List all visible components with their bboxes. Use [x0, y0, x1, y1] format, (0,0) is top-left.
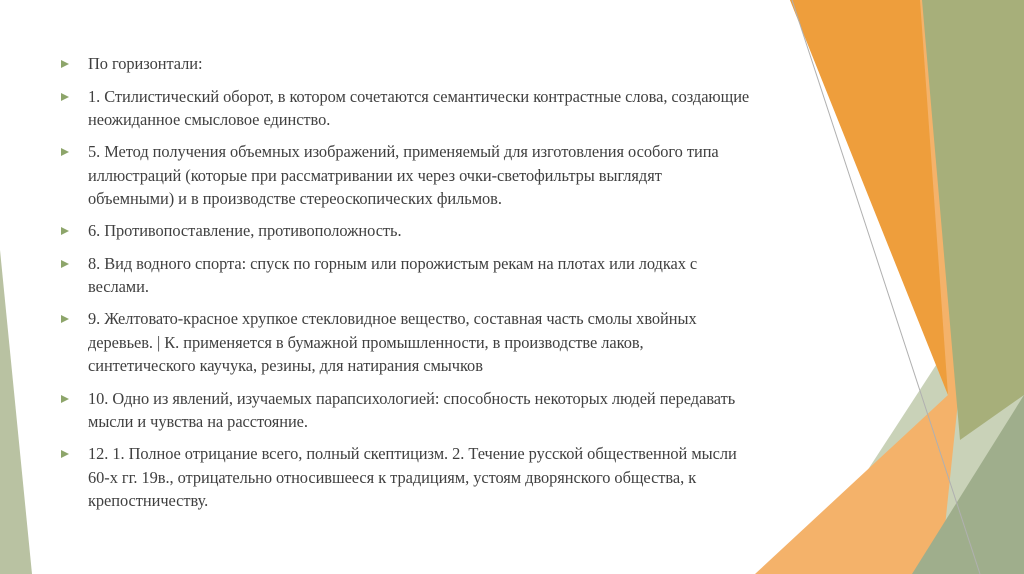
triangle-bullet-icon	[60, 219, 88, 243]
list-item	[60, 52, 860, 76]
triangle-bullet-icon	[60, 442, 88, 466]
list-item	[60, 85, 860, 132]
list-item-text: 1. Стилистический оборот, в котором сочетаются семантически контрастные слова, создающие неожиданное смысловое единство.	[88, 86, 750, 130]
triangle-bullet-icon	[60, 85, 88, 109]
triangle-bullet-icon	[60, 52, 88, 76]
list-item-text: 5. Метод получения объемных изображений, применяемый для изготовления особого типа иллюстраций (которые при рассматривании их через очки-светофильтры выглядят объемными) и в производстве стереоскопических фильмов.	[88, 142, 719, 209]
list-item	[60, 307, 860, 378]
left-sage-strip	[0, 250, 32, 574]
triangle-bullet-icon	[60, 252, 88, 276]
list-item-text: 10. Одно из явлений, изучаемых парапсихологией: способность некоторых людей передавать мысли и чувства на расстояние.	[88, 388, 736, 432]
list-item-text: По горизонтали:	[88, 54, 203, 73]
list-item	[60, 219, 860, 243]
list-item-text: 6. Противопоставление, противоположность.	[88, 221, 402, 241]
triangle-bullet-icon	[60, 140, 88, 164]
list-item-text: 12. 1. Полное отрицание всего, полный скептицизм. 2. Течение русской общественной мысли 60-х гг. 19в., отрицательно относившееся к традициям, устоям дворянского общества, к крепостничеству.	[88, 444, 737, 511]
list-item	[60, 387, 860, 434]
list-item-text: 8. Вид водного спорта: спуск по горным или порожистым рекам на плотах или лодках с веслами.	[88, 253, 698, 297]
list-item	[60, 442, 860, 513]
triangle-bullet-icon	[60, 387, 88, 411]
list-item	[60, 140, 860, 211]
bullet-list	[60, 52, 860, 521]
list-item	[60, 252, 860, 299]
list-item-text: 9. Желтовато-красное хрупкое стекловидное вещество, составная часть смолы хвойных деревьев. | К. применяется в бумажной промышленности, в производстве лаков, синтетического каучука, резины, для натирания смычков	[88, 309, 697, 376]
triangle-bullet-icon	[60, 307, 88, 331]
